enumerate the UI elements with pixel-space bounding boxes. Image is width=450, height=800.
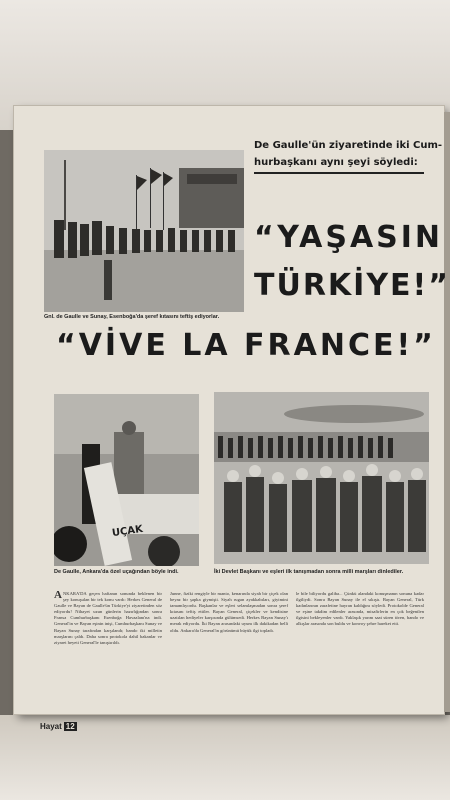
kicker-line-1: De Gaulle'ün ziyaretinde iki Cum- bbox=[254, 140, 443, 151]
photo-plane-arrival bbox=[54, 394, 199, 566]
drop-cap: A bbox=[54, 589, 62, 601]
caption-right-photo: İki Devlet Başkanı ve eşleri ilk tanışmadan sonra milli marşları dinlediler. bbox=[214, 569, 404, 575]
headline-vive-la-france: “VİVE LA FRANCE!” bbox=[56, 328, 436, 363]
photo-inspection bbox=[44, 150, 244, 312]
footer-magazine-name: Hayat bbox=[40, 722, 62, 731]
page-edge bbox=[444, 112, 450, 712]
footer-page-number: 12 bbox=[65, 722, 75, 731]
headline-yasasin: “YAŞASIN bbox=[254, 220, 444, 255]
headline-turkiye: TÜRKİYE!” bbox=[254, 268, 450, 303]
body-column-1 bbox=[54, 591, 162, 646]
page-footer bbox=[40, 722, 77, 731]
caption-left-photo: De Gaulle, Ankara'da özel uçağından böyle indi. bbox=[54, 569, 179, 575]
kicker-underline bbox=[254, 172, 424, 174]
photo-anthems bbox=[214, 392, 429, 564]
kicker-line-2: hurbaşkanı aynı şeyi söyledi: bbox=[254, 157, 418, 168]
plane-lettering: UÇAK bbox=[111, 523, 144, 540]
body-column-3: le bile biliyordu galiba... Çünkü alandaki konuşmanın sonuna kadar ilgiliydi. Sonra Bayan Sunay ile el sıkıştı. Bayan General, Türk kadınlarının zarafetine hayran kaldığını söyledi. Protokolde General ve eşine takdim edilenler arasında, misafirlerin en çok beğenilen ilgisini bekleyenler vardı. Yaklaşık yarım saat süren tören, bando ve alkışlar arasında son buldu ve konvoy şehre hareket etti. bbox=[296, 591, 424, 627]
body-column-1-text: NKARA'DA geçen haftanın sonunda beklenen bir şey konuşulan bir tek konu vardı: Herkes General de Gaulle ve Bayan de Gaulle'ün Türkiye'yi ziyaretinden söz ediyordu! Nihayet uzun günlerin hazırlığından sonra Fransa Cumhurbaşkanı Esenboğa Havaalanı'na indi. General'in ve Bayan eşinin inişi, Cumhurbaşkanı Sunay ve Bayan Sunay tarafından karşılandı; bando iki milletin marşlarını çaldı. Daha sonra protokola dahil bakanlar ve ziyaret heyeti General'le tanıştırıldı. bbox=[54, 591, 162, 645]
caption-top-photo: Gnl. de Gaulle ve Sunay, Esenboğa'da şeref kıtasını teftiş ediyorlar. bbox=[44, 314, 220, 320]
magazine-page bbox=[14, 106, 450, 714]
body-column-2: Junne, fiziki rengiyle bir manto, kenarında siyah bir çiçek olan beyaz bir şapka giymişti. Siyah rugan ayakkabıları, giyimini tamamlıyordu. Başkanlar ve eşleri selamlaşmadan sonra şeref kıtasını teftiş ettiler. Bayan General, çiçekler ve kendisine uzatılan hediyeler karşısında gülümsedi. Herkes Bayan Sunay'ı merak ediyordu. İki Bayan arasındaki uyum ilk dakikadan belli oldu. Ankara'da General'in görünümü büyük ilgi topladı. bbox=[170, 591, 288, 633]
